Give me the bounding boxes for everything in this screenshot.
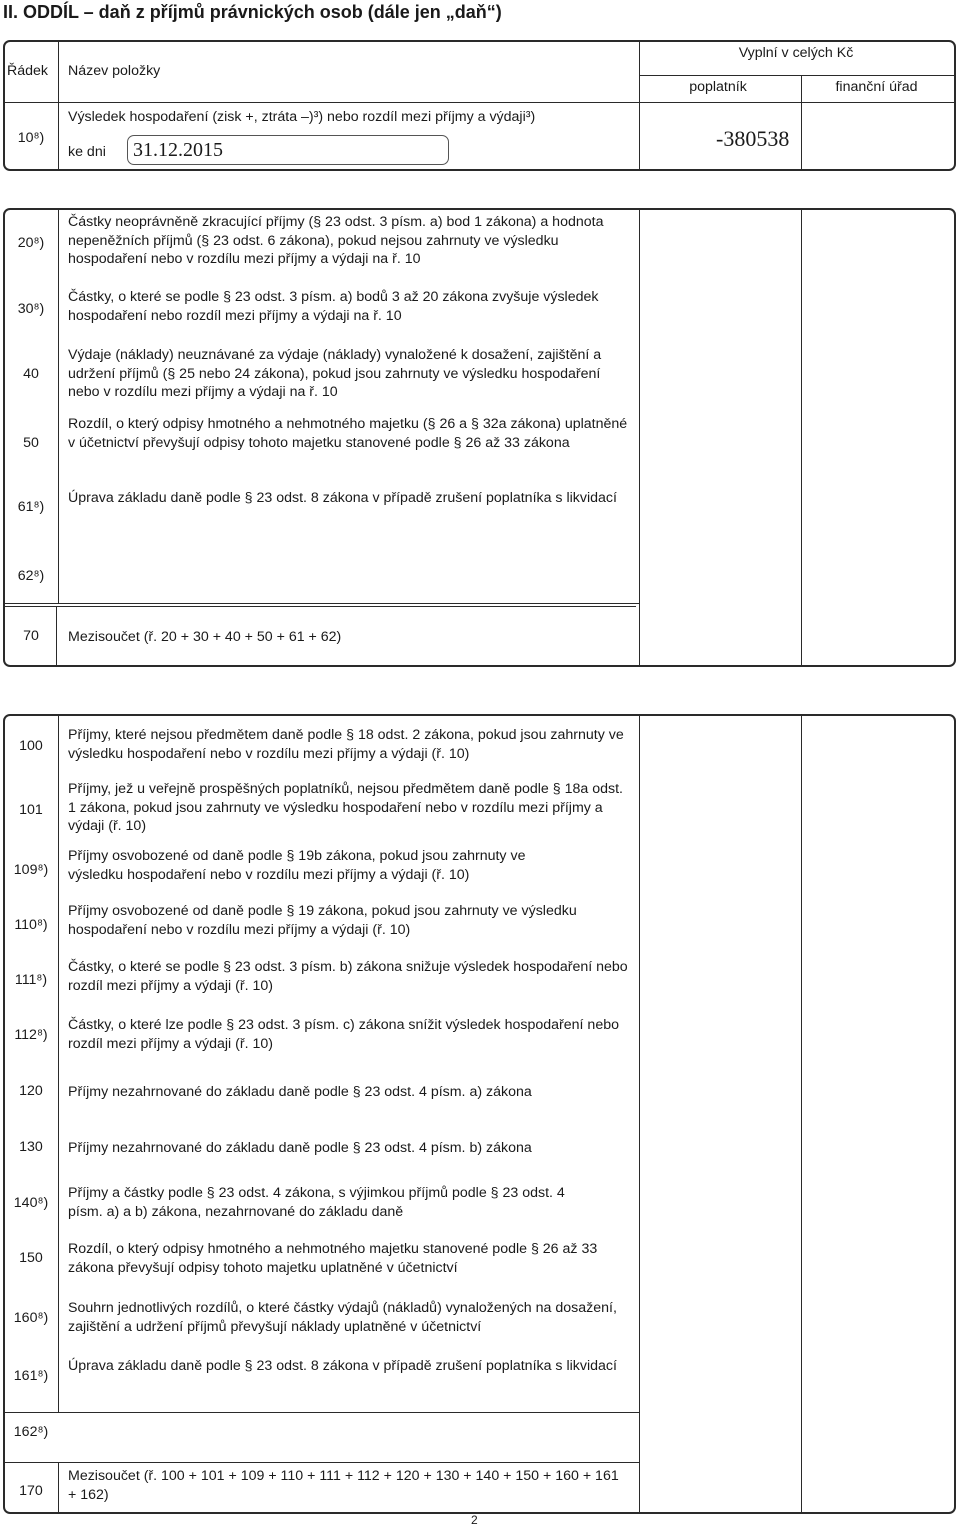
row-number: 150 bbox=[19, 1250, 43, 1266]
row-number: 120 bbox=[19, 1083, 43, 1099]
row-number: 112⁸) bbox=[14, 1027, 48, 1043]
row-number: 30⁸) bbox=[17, 301, 45, 317]
row-text: Příjmy, které nejsou předmětem daně podle § 18 odst. 2 zákona, pokud jsou zahrnuty ve výsledku hospodaření nebo v rozdílu mezi příjmy a výdaji (ř. 10) bbox=[68, 727, 624, 762]
row-number: 170 bbox=[19, 1483, 43, 1499]
row-text: Úprava základu daně podle § 23 odst. 8 zákona v případě zrušení poplatníka s likvidací bbox=[68, 490, 617, 506]
row-number: 130 bbox=[19, 1139, 43, 1155]
row-number: 70 bbox=[23, 628, 39, 644]
row70-divider bbox=[5, 606, 636, 607]
row-number: 101 bbox=[19, 802, 43, 818]
row-text: Částky, o které se podle § 23 odst. 3 písm. b) zákona snižuje výsledek hospodaření nebo rozdíl mezi příjmy a výdaji (ř. 10) bbox=[68, 959, 628, 994]
row-text: Částky, o které lze podle § 23 odst. 3 písm. c) zákona snížit výsledek hospodaření nebo rozdíl mezi příjmy a výdaji (ř. 10) bbox=[68, 1017, 619, 1052]
row-number: 110⁸) bbox=[14, 917, 48, 933]
row-text: Příjmy nezahrnované do základu daně podle § 23 odst. 4 písm. b) zákona bbox=[68, 1140, 532, 1156]
row-text: Příjmy osvobozené od daně podle § 19 zákona, pokud jsou zahrnuty ve výsledku hospodaření nebo v rozdílu mezi příjmy a výdaji (ř. 10) bbox=[68, 903, 577, 938]
section-heading: II. ODDÍL – daň z příjmů právnických osob (dále jen „daň“) bbox=[3, 2, 502, 22]
office-header: finanční úřad bbox=[835, 79, 918, 95]
result-value: -380538 bbox=[716, 126, 790, 151]
row-number: 40 bbox=[23, 366, 39, 382]
payer-header: poplatník bbox=[689, 79, 747, 95]
row-number: 10⁸) bbox=[17, 130, 45, 146]
row-number: 111⁸) bbox=[14, 972, 48, 988]
row-number: 109⁸) bbox=[13, 862, 49, 878]
date-field[interactable] bbox=[127, 135, 449, 165]
col-row-header: Řádek bbox=[7, 63, 49, 79]
row-text: Příjmy nezahrnované do základu daně podle § 23 odst. 4 písm. a) zákona bbox=[68, 1084, 532, 1100]
row-text: Rozdíl, o který odpisy hmotného a nehmotného majetku stanovené podle § 26 až 33 zákona převyšují odpisy tohoto majetku uplatněné v účetnictví bbox=[68, 1241, 598, 1276]
row-text: Příjmy osvobozené od daně podle § 19b zákona, pokud jsou zahrnuty ve výsledku hospodaření nebo v rozdílu mezi příjmy a výdaji (ř. 10) bbox=[68, 848, 526, 883]
row-number: 162⁸) bbox=[13, 1424, 49, 1440]
row-text: Příjmy a částky podle § 23 odst. 4 zákona, s výjimkou příjmů podle § 23 odst. 4 písm. a) a b) zákona, nezahrnované do základu daně bbox=[68, 1185, 565, 1220]
row-number: 62⁸) bbox=[17, 568, 45, 584]
row-text: Rozdíl, o který odpisy hmotného a nehmotného majetku (§ 26 a § 32a zákona) uplatněné v účetnictví převyšují odpisy tohoto majetku stanovené podle § 26 až 33 zákona bbox=[68, 416, 628, 451]
row-text: Výsledek hospodaření (zisk +, ztráta –)³) nebo rozdíl mezi příjmy a výdaji³) bbox=[68, 109, 536, 125]
row-text: Příjmy, jež u veřejně prospěšných poplatníků, nejsou předmětem daně podle § 18a odst. 1 zákona, pokud jsou zahrnuty ve výsledku hospodaření nebo v rozdílu mezi příjmy a výdaji (ř. 10) bbox=[68, 781, 623, 834]
row-number: 161⁸) bbox=[13, 1368, 49, 1384]
col-name-header: Název položky bbox=[68, 63, 161, 79]
row-number: 160⁸) bbox=[13, 1310, 49, 1326]
row-text: Výdaje (náklady) neuznávané za výdaje (náklady) vynaložené k dosažení, zajištění a udržení příjmů (§ 25 nebo 24 zákona), pokud jsou zahrnuty ve výsledku hospodaření nebo v rozdílu mezi příjmy a výdaji na ř. 10 bbox=[68, 347, 602, 400]
fill-in-header: Vyplní v celých Kč bbox=[738, 45, 854, 61]
row-number: 50 bbox=[23, 435, 39, 451]
ke-dni-label: ke dni bbox=[68, 144, 106, 160]
row-text: Částky neoprávněně zkracující příjmy (§ 23 odst. 3 písm. a) bod 1 zákona) a hodnota nepeněžních příjmů (§ 23 odst. 6 zákona), pokud nejsou zahrnuty ve výsledku hospodaření nebo v rozdílu mezi příjmy a výdaji na ř. 10 bbox=[68, 214, 604, 267]
page-number: 2 bbox=[471, 1513, 478, 1527]
date-value: 31.12.2015 bbox=[133, 139, 223, 161]
row-number: 20⁸) bbox=[17, 235, 45, 251]
row-number: 140⁸) bbox=[13, 1195, 49, 1211]
row-number: 100 bbox=[19, 738, 43, 754]
row-text: Úprava základu daně podle § 23 odst. 8 zákona v případě zrušení poplatníka s likvidací bbox=[68, 1358, 617, 1374]
row-text: Mezisoučet (ř. 20 + 30 + 40 + 50 + 61 + 62) bbox=[68, 629, 342, 645]
row-text: Souhrn jednotlivých rozdílů, o které částky výdajů (nákladů) vynaložených na dosažení, zajištění a udržení příjmů převyšují náklady uplatněné v účetnictví bbox=[68, 1300, 617, 1335]
row-text: Částky, o které se podle § 23 odst. 3 písm. a) bodů 3 až 20 zákona zvyšuje výsledek hospodaření nebo rozdíl mezi příjmy a výdaji na ř. 10 bbox=[68, 289, 599, 324]
row-text: Mezisoučet (ř. 100 + 101 + 109 + 110 + 111 + 112 + 120 + 130 + 140 + 150 + 160 + 161 + 162) bbox=[68, 1468, 619, 1503]
row-number: 61⁸) bbox=[17, 499, 45, 515]
